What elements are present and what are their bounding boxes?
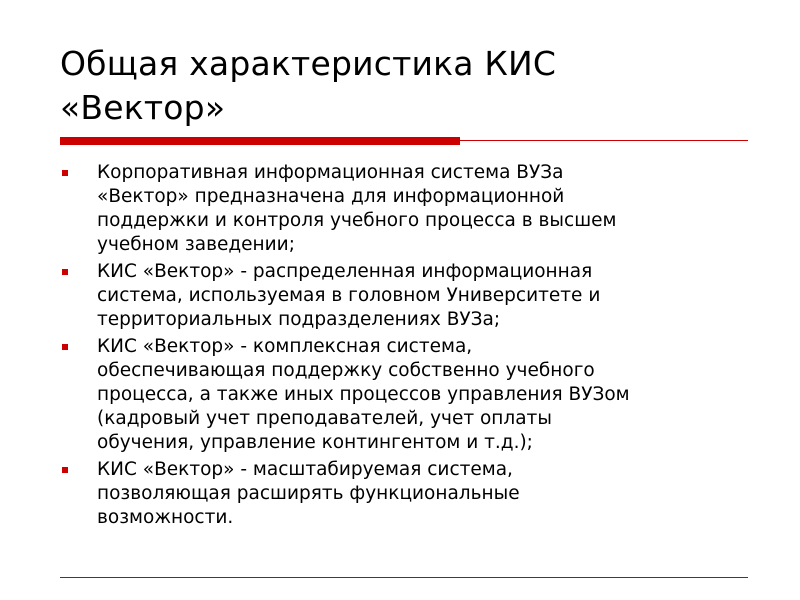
bullet-text-line: (кадровый учет преподавателей, учет оплаты bbox=[97, 408, 552, 429]
square-bullet-icon bbox=[62, 269, 68, 275]
bullet-text bbox=[97, 161, 750, 257]
bullet-text-line: возможности. bbox=[97, 507, 234, 528]
footer-rule bbox=[60, 577, 748, 578]
bullet-text-line: система, используемая в головном Университете и bbox=[97, 285, 601, 306]
title-underline-thin bbox=[460, 140, 748, 141]
bullet-list bbox=[60, 161, 750, 533]
bullet-text-line: поддержки и контроля учебного процесса в высшем bbox=[97, 210, 617, 231]
bullet-text bbox=[97, 458, 750, 530]
bullet-text-line: «Вектор» предназначена для информационной bbox=[97, 186, 565, 207]
bullet-item bbox=[60, 335, 750, 455]
bullet-text-line: КИС «Вектор» - комплексная система, bbox=[97, 336, 473, 357]
square-bullet-icon bbox=[62, 467, 68, 473]
slide-title-line: Общая характеристика КИС bbox=[60, 44, 557, 83]
bullet-text-line: обеспечивающая поддержку собственно учебного bbox=[97, 360, 595, 381]
bullet-item bbox=[60, 458, 750, 530]
title-underline-thick bbox=[60, 137, 460, 145]
slide-title-line: «Вектор» bbox=[60, 88, 226, 127]
bullet-text-line: учебном заведении; bbox=[97, 234, 295, 255]
bullet-text-line: обучения, управление контингентом и т.д.); bbox=[97, 432, 533, 453]
bullet-item bbox=[60, 161, 750, 257]
bullet-text-line: Корпоративная информационная система ВУЗа bbox=[97, 162, 564, 183]
bullet-text bbox=[97, 260, 750, 332]
bullet-text-line: КИС «Вектор» - распределенная информационная bbox=[97, 261, 593, 282]
slide-title bbox=[60, 42, 750, 130]
square-bullet-icon bbox=[62, 344, 68, 350]
bullet-text bbox=[97, 335, 750, 455]
bullet-item bbox=[60, 260, 750, 332]
bullet-text-line: позволяющая расширять функциональные bbox=[97, 483, 520, 504]
square-bullet-icon bbox=[62, 170, 68, 176]
bullet-text-line: КИС «Вектор» - масштабируемая система, bbox=[97, 459, 513, 480]
bullet-text-line: процесса, а также иных процессов управления ВУЗом bbox=[97, 384, 630, 405]
bullet-text-line: территориальных подразделениях ВУЗа; bbox=[97, 309, 501, 330]
